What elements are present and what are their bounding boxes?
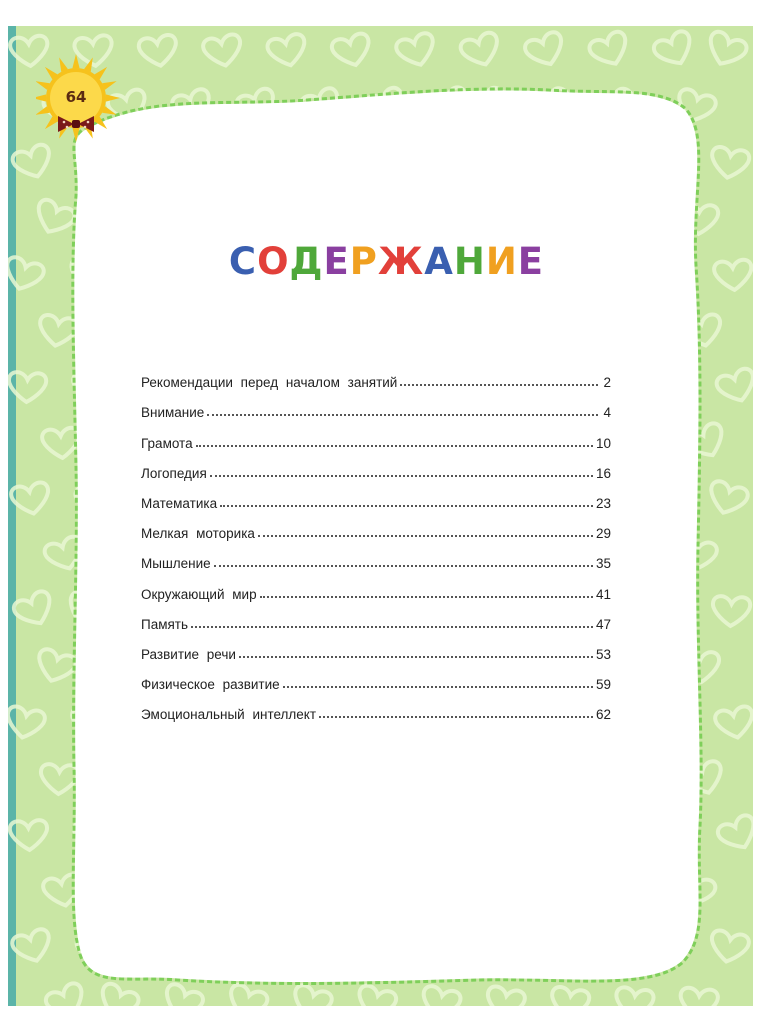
toc-entry-label: Рекомендации перед началом занятий (141, 375, 398, 391)
sun-ray (72, 54, 79, 68)
toc-entry[interactable] (141, 360, 611, 390)
toc-entry-label: Грамота (141, 435, 193, 451)
page-number-badge (36, 50, 142, 156)
toc-entry-page: 4 (603, 405, 611, 421)
toc-entry-label: Математика (141, 495, 218, 511)
page-title (0, 240, 773, 283)
toc-entry[interactable] (141, 481, 611, 511)
toc-entry[interactable] (141, 511, 611, 541)
toc-leader-dots (319, 716, 593, 718)
toc-entry-page: 23 (595, 495, 611, 511)
toc-entry-page: 16 (595, 465, 611, 481)
title-letter: Д (289, 240, 324, 283)
sun-ray (72, 128, 79, 142)
table-of-contents (141, 360, 611, 722)
title-letter: Ж (377, 240, 425, 283)
toc-entry-page: 47 (595, 616, 611, 632)
toc-entry[interactable] (141, 451, 611, 481)
toc-leader-dots (258, 535, 593, 537)
toc-entry-label: Мелкая моторика (141, 526, 255, 542)
toc-leader-dots (283, 686, 593, 688)
toc-entry[interactable] (141, 390, 611, 420)
toc-leader-dots (400, 384, 598, 386)
toc-entry-page: 53 (595, 646, 611, 662)
toc-leader-dots (260, 596, 593, 598)
title-letter: Р (349, 240, 378, 283)
title-letter: А (424, 240, 454, 283)
toc-entry-page: 62 (595, 707, 611, 723)
toc-entry[interactable] (141, 602, 611, 632)
page-number: 64 (65, 88, 87, 106)
toc-entry-label: Память (141, 616, 189, 632)
title-letter: С (228, 240, 258, 283)
toc-entry[interactable] (141, 541, 611, 571)
toc-entry-label: Эмоциональный интеллект (141, 707, 317, 723)
toc-entry[interactable] (141, 571, 611, 601)
toc-entry-page: 2 (603, 375, 611, 391)
title-letter: О (257, 240, 290, 283)
toc-entry[interactable] (141, 662, 611, 692)
toc-entry-label: Логопедия (141, 465, 207, 481)
toc-entry-page: 59 (595, 677, 611, 693)
toc-leader-dots (239, 656, 593, 658)
toc-leader-dots (214, 565, 593, 567)
toc-leader-dots (207, 414, 598, 416)
toc-leader-dots (196, 445, 593, 447)
toc-entry-label: Внимание (141, 405, 205, 421)
toc-entry[interactable] (141, 420, 611, 450)
title-letter: Н (453, 240, 486, 283)
toc-entry[interactable] (141, 632, 611, 662)
toc-entry-label: Физическое развитие (141, 677, 280, 693)
toc-leader-dots (191, 626, 593, 628)
toc-entry-page: 41 (595, 586, 611, 602)
title-letter: Е (517, 240, 545, 283)
toc-leader-dots (210, 475, 593, 477)
toc-entry[interactable] (141, 692, 611, 722)
toc-leader-dots (220, 505, 593, 507)
toc-entry-page: 10 (595, 435, 611, 451)
toc-entry-label: Развитие речи (141, 646, 236, 662)
toc-entry-label: Мышление (141, 556, 211, 572)
toc-entry-page: 29 (595, 526, 611, 542)
title-letter: И (485, 240, 518, 283)
toc-entry-label: Окружающий мир (141, 586, 257, 602)
toc-entry-page: 35 (595, 556, 611, 572)
title-letter: Е (323, 240, 350, 283)
